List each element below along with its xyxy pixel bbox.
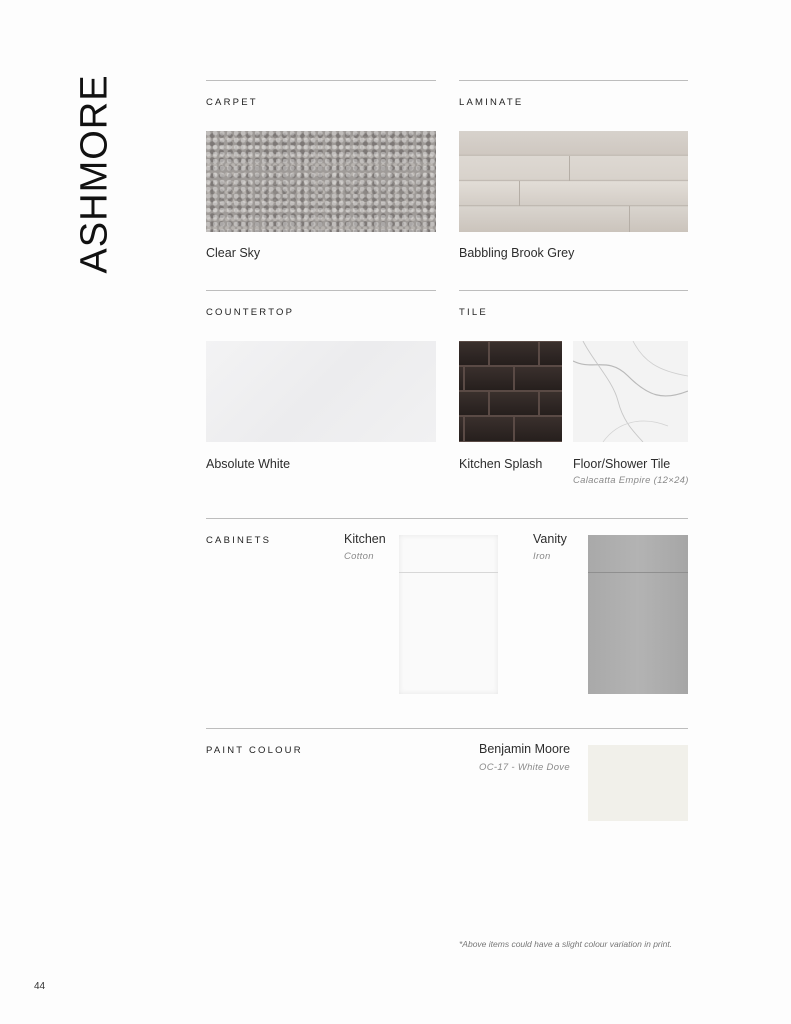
countertop-heading: COUNTERTOP	[206, 307, 295, 318]
cabinets-heading: CABINETS	[206, 535, 272, 546]
carpet-swatch	[206, 131, 436, 232]
countertop-swatch	[206, 341, 436, 442]
vanity-cabinet-finish: Iron	[533, 551, 551, 562]
kitchen-cabinet-label: Kitchen	[344, 532, 386, 546]
paint-colour-name: OC-17 - White Dove	[479, 762, 570, 773]
vanity-cabinet-label: Vanity	[533, 532, 567, 546]
carpet-heading: CARPET	[206, 97, 258, 108]
laminate-name: Babbling Brook Grey	[459, 246, 575, 260]
paint-heading: PAINT COLOUR	[206, 745, 303, 756]
footnote: *Above items could have a slight colour variation in print.	[459, 939, 673, 949]
tile-heading: TILE	[459, 307, 488, 318]
tile-divider	[459, 290, 688, 291]
countertop-name: Absolute White	[206, 457, 291, 471]
floor-tile-swatch	[573, 341, 688, 442]
kitchen-splash-name: Kitchen Splash	[459, 457, 543, 471]
page-title: ASHMORE	[73, 74, 116, 274]
vertical-title	[73, 74, 116, 274]
kitchen-splash-swatch	[459, 341, 562, 442]
carpet-divider	[206, 80, 436, 81]
laminate-heading: LAMINATE	[459, 97, 524, 108]
vanity-cabinet-swatch	[588, 535, 688, 694]
floor-tile-name: Floor/Shower Tile	[573, 457, 671, 471]
paint-divider	[206, 728, 688, 729]
kitchen-cabinet-finish: Cotton	[344, 551, 374, 562]
carpet-name: Clear Sky	[206, 246, 261, 260]
countertop-divider	[206, 290, 436, 291]
paint-swatch	[588, 745, 688, 821]
paint-brand: Benjamin Moore	[479, 742, 571, 756]
laminate-divider	[459, 80, 688, 81]
cabinets-divider	[206, 518, 688, 519]
kitchen-cabinet-swatch	[399, 535, 498, 694]
floor-tile-detail: Calacatta Empire (12×24)	[573, 475, 689, 486]
laminate-swatch	[459, 131, 688, 232]
page-number: 44	[34, 981, 46, 992]
marble-veins	[573, 341, 688, 442]
